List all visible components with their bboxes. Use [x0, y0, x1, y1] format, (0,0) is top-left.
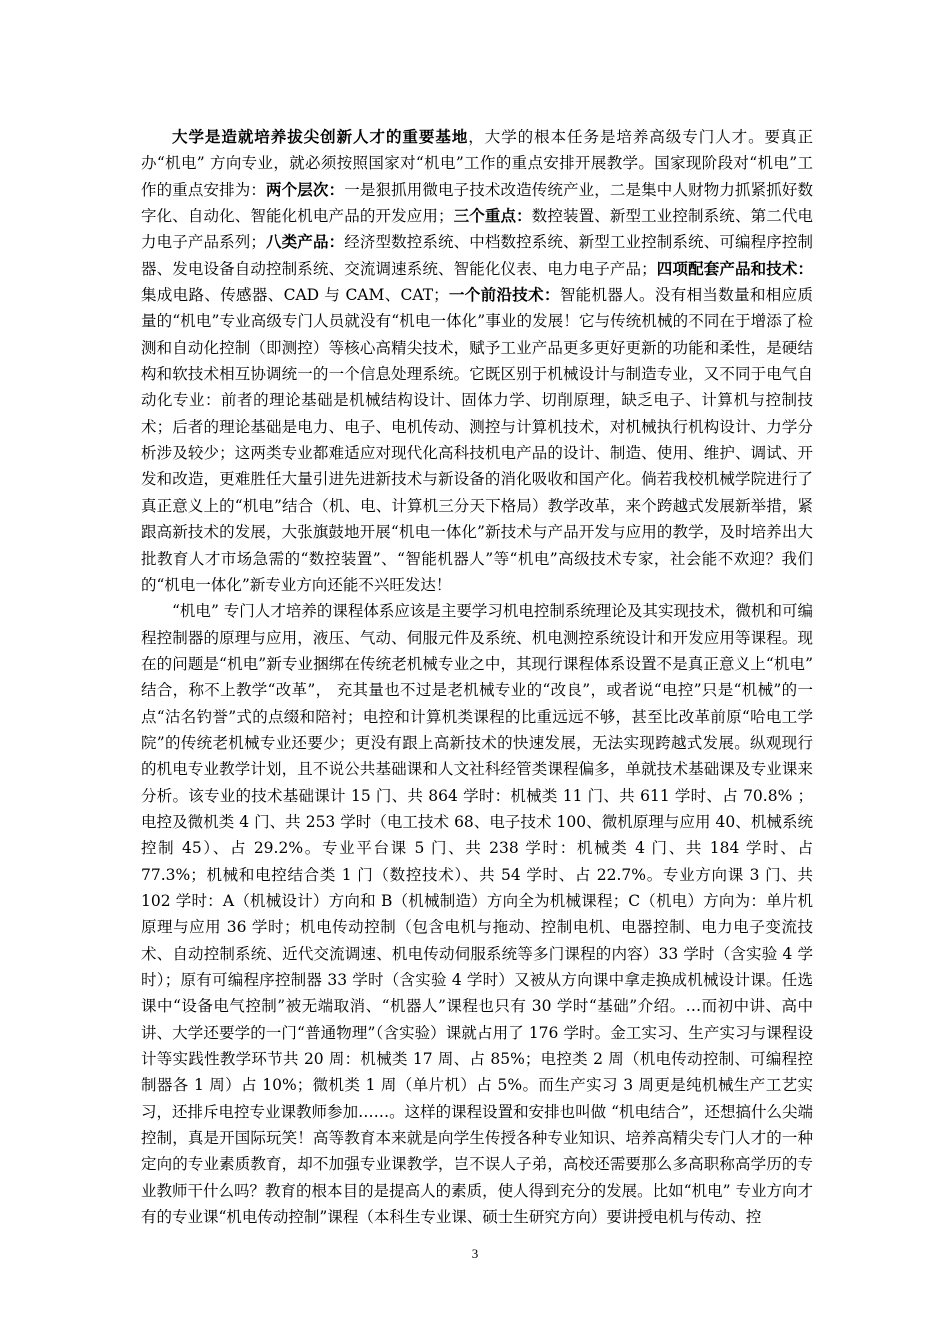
body-text [141, 124, 813, 1230]
text-run: 经济型数控系统、中档数控系统、新型工业控制系统、可编程序控制器、发电设备自动控制系统、交流调速系统、智能化仪表、电力电子产品； [141, 233, 813, 278]
bold-phrase: 两个层次： [266, 180, 345, 199]
text-run: 智能机器人。没有相当数量和相应质量的“机电”专业高级专门人员就没有“机电一体化”事业的发展！它与传统机械的不同在于增添了检测和自动化控制（即测控）等核心高精尖技术，赋予工业产品更多更好更新的功能和柔性，是硬结构和软技术相互协调统一的一个信息处理系统。它既区别于机械设计与制造专业，又不同于电气自动化专业：前者的理论基础是机械结构设计、固体力学、切削原理，缺乏电子、计算机与控制技术；后者的理论基础是电力、电子、电机传动、测控与计算机技术，对机械执行机构设计、力学分析涉及较少；这两类专业都难适应对现代化高科技机电产品的设计、制造、使用、维护、调试、开发和改造，更难胜任大量引进先进新技术与新设备的消化吸收和国产化。倘若我校机械学院进行了真正意义上的“机电”结合（机、电、计算机三分天下格局）教学改革，来个跨越式发展新举措，紧跟高新技术的发展，大张旗鼓地开展“机电一体化”新技术与产品开发与应用的教学，及时培养出大批教育人才市场急需的“数控装置”、“智能机器人”等“机电”高级技术专家，社会能不欢迎？我们的“机电一体化”新专业方向还能不兴旺发达！ [141, 286, 813, 594]
text-run: 数控装置、新型工业控制系统、第二代电力电子产品系列； [141, 207, 813, 252]
bold-phrase: 一个前沿技术： [448, 286, 560, 305]
text-run: 一是狠抓用微电子技术改造传统产业，二是集中人财物力抓紧抓好数字化、自动化、智能化机电产品的开发应用； [141, 180, 813, 226]
paragraph-1 [141, 124, 813, 598]
bold-phrase: 三个重点： [453, 207, 532, 226]
text-run: 集成电路、传感器、CAD 与 CAM、CAT； [141, 286, 449, 305]
bold-phrase: 八类产品： [265, 233, 345, 252]
bold-phrase: 四项配套产品和技术： [656, 259, 813, 278]
paragraph-2: “机电” 专门人才培养的课程体系应该是主要学习机电控制系统理论及其实现技术，微机和可编程控制器的原理与应用，液压、气动、伺服元件及系统、机电测控系统设计和开发应用等课程。现在的问题是“机电”新专业捆绑在传统老机械专业之中，其现行课程体系设置不是真正意义上“机电” 结合，称不上教学“改革”， 充其量也不过是老机械专业的“改良”，或者说“电控”只是“机械”的一点“沽名钓誉”式的点缀和陪衬；电控和计算机类课程的比重远远不够，甚至比改革前原“哈电工学院”的传统老机械专业还要少；更没有跟上高新技术的快速发展，无法实现跨越式发展。纵观现行的机电专业教学计划，且不说公共基础课和人文社科经管类课程偏多，单就技术基础课及专业课来分析。该专业的技术基础课计 15 门、共 864 学时：机械类 11 门、共 611 学时、占 70.8% ；电控及微机类 4 门、共 253 学时（电工技术 68、电子技术 100、微机原理与应用 40、机械系统控制 45）、占 29.2%。专业平台课 5 门、共 238 学时：机械类 4 门、共 184 学时、占 77.3%；机械和电控结合类 1 门（数控技术）、共 54 学时、占 22.7%。专业方向课 3 门、共 102 学时：A（机械设计）方向和 B（机械制造）方向全为机械课程；C（机电）方向为：单片机原理与应用 36 学时；机电传动控制（包含电机与拖动、控制电机、电器控制、电力电子变流技术、自动控制系统、近代交流调速、机电传动伺服系统等多门课程的内容）33 学时（含实验 4 学时）；原有可编程序控制器 33 学时（含实验 4 学时）又被从方向课中拿走换成机械设计课。任选课中“设备电气控制”被无端取消、“机器人”课程也只有 30 学时“基础”介绍。…而初中讲、高中讲、大学还要学的一门“普通物理”（含实验）课就占用了 176 学时。金工实习、生产实习与课程设计等实践性教学环节共 20 周：机械类 17 周、占 85%；电控类 2 周（机电传动控制、可编程控制器各 1 周）占 10%；微机类 1 周（单片机）占 5%。而生产实习 3 周更是纯机械生产工艺实习，还排斥电控专业课教师参加……。这样的课程设置和安排也叫做 “机电结合”，还想搞什么尖端控制，真是开国际玩笑！高等教育本来就是向学生传授各种专业知识、培养高精尖专门人才的一种定向的专业素质教育，却不加强专业课教学，岂不误人子弟，高校还需要那么多高职称高学历的专业教师干什么吗？教育的根本目的是提高人的素质，使人得到充分的发展。比如“机电” 专业方向才有的专业课“机电传动控制”课程（本科生专业课、硕士生研究方向）要讲授电机与传动、控 [141, 602, 813, 1227]
text-run: ，大学的根本任务是培养高级专门人才。要真正办“机电” 方向专业，就必须按照国家对“机电”工作的重点安排开展教学。国家现阶段对“机电”工作的重点安排为： [141, 128, 813, 199]
bold-phrase: 大学是造就培养拔尖创新人才的重要基地 [172, 128, 469, 146]
page-number: 3 [471, 1246, 479, 1261]
